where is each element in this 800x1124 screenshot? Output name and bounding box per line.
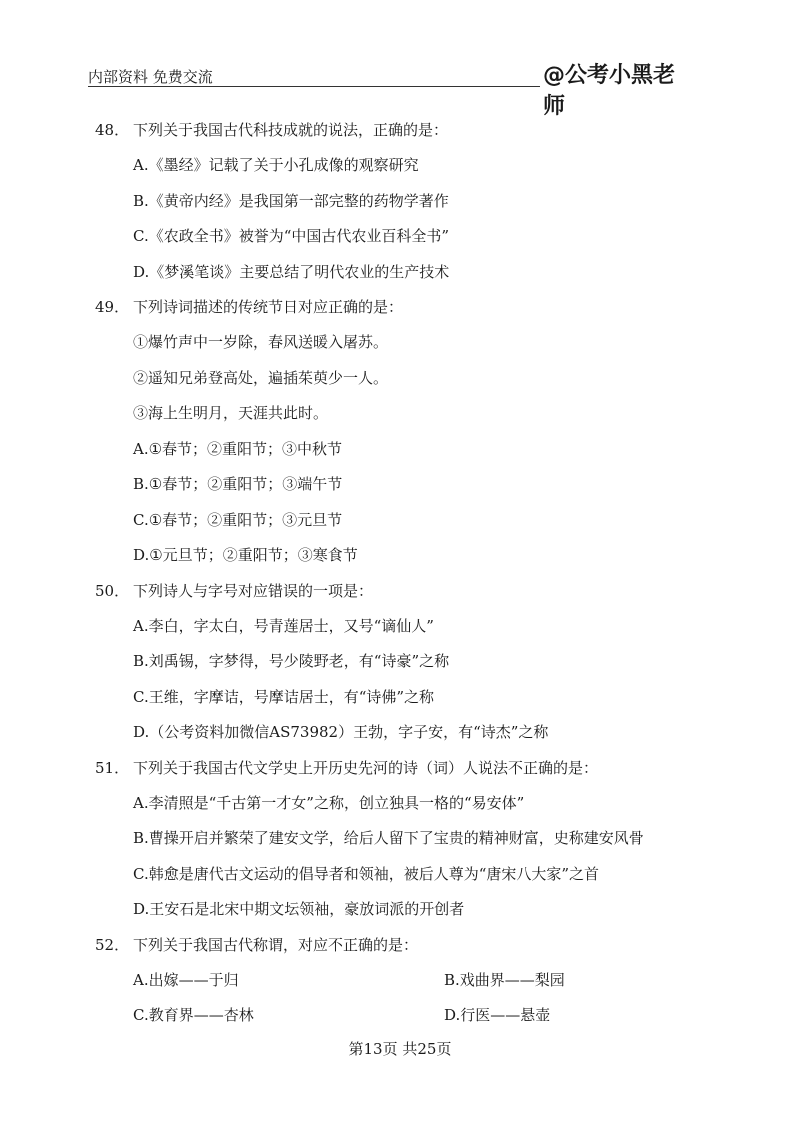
question-number: 49． [95, 298, 130, 316]
option-d: D.王安石是北宋中期文坛领袖，豪放词派的开创者 [133, 900, 465, 918]
question-text: 下列诗人与字号对应错误的一项是： [133, 581, 374, 600]
option-a: A.《墨经》记载了关于小孔成像的观察研究 [133, 156, 419, 174]
option-c: C.①春节；②重阳节；③元旦节 [133, 510, 343, 529]
option-d: D.行医——悬壶 [444, 1006, 551, 1024]
poem-line-2: ②遥知兄弟登高处，遍插茱萸少一人。 [133, 368, 389, 387]
question-list [95, 120, 755, 1041]
option-c: C.教育界——杏林 [133, 1006, 254, 1024]
option-a: A.李白，字太白，号青莲居士，又号“谪仙人” [133, 616, 434, 635]
question-48 [95, 120, 755, 282]
question-51 [95, 758, 755, 920]
question-stem [95, 581, 755, 601]
page-footer: 第13页 共25页 [348, 1040, 452, 1058]
option-b: B.①春节；②重阳节；③端午节 [133, 475, 343, 493]
poem-line-1: ①爆竹声中一岁除，春风送暖入屠苏。 [133, 333, 389, 351]
question-text: 下列关于我国古代称谓，对应不正确的是： [133, 935, 419, 954]
option-c: C.韩愈是唐代古文运动的倡导者和领袖，被后人尊为“唐宋八大家”之首 [133, 864, 600, 883]
poem-line-3: ③海上生明月，天涯共此时。 [133, 404, 329, 422]
question-49 [95, 297, 755, 565]
header-watermark: @公考小黑老师 [543, 63, 676, 119]
question-stem [95, 120, 755, 140]
question-52 [95, 935, 755, 1026]
question-number: 48． [95, 121, 130, 139]
question-text: 下列关于我国古代科技成就的说法，正确的是： [133, 121, 449, 139]
question-text: 下列关于我国古代文学史上开历史先河的诗（词）人说法不正确的是： [133, 758, 599, 777]
question-stem [95, 758, 755, 778]
question-stem [95, 297, 755, 317]
option-a: A.出嫁——于归 [133, 970, 239, 989]
option-row [133, 1005, 755, 1025]
header-left-text: 内部资料 免费交流 [88, 68, 213, 86]
option-c: C.王维，字摩诘，号摩诘居士，有“诗佛”之称 [133, 687, 435, 706]
option-b: B.戏曲界——梨园 [444, 970, 565, 989]
question-text: 下列诗词描述的传统节日对应正确的是： [133, 298, 404, 316]
option-a: A.李清照是“千古第一才女”之称，创立独具一格的“易安体” [133, 793, 525, 812]
option-d: D.①元旦节；②重阳节；③寒食节 [133, 546, 358, 564]
option-b: B.《黄帝内经》是我国第一部完整的药物学著作 [133, 191, 449, 210]
option-b: B.曹操开启并繁荣了建安文学，给后人留下了宝贵的精神财富，史称建安风骨 [133, 829, 644, 847]
option-d: D.《梦溪笔谈》主要总结了明代农业的生产技术 [133, 262, 450, 281]
option-d: D.（公考资料加微信AS73982）王勃，字子安，有“诗杰”之称 [133, 723, 549, 741]
option-b: B.刘禹锡，字梦得，号少陵野老，有“诗豪”之称 [133, 652, 450, 670]
page-header [88, 58, 678, 119]
option-a: A.①春节；②重阳节；③中秋节 [133, 439, 343, 458]
question-number: 52． [95, 935, 130, 954]
option-c: C.《农政全书》被誉为“中国古代农业百科全书” [133, 227, 450, 245]
question-50 [95, 581, 755, 743]
question-number: 50． [95, 581, 130, 600]
header-rule [88, 86, 540, 87]
option-row [133, 970, 755, 990]
question-number: 51． [95, 758, 130, 777]
question-stem [95, 935, 755, 955]
